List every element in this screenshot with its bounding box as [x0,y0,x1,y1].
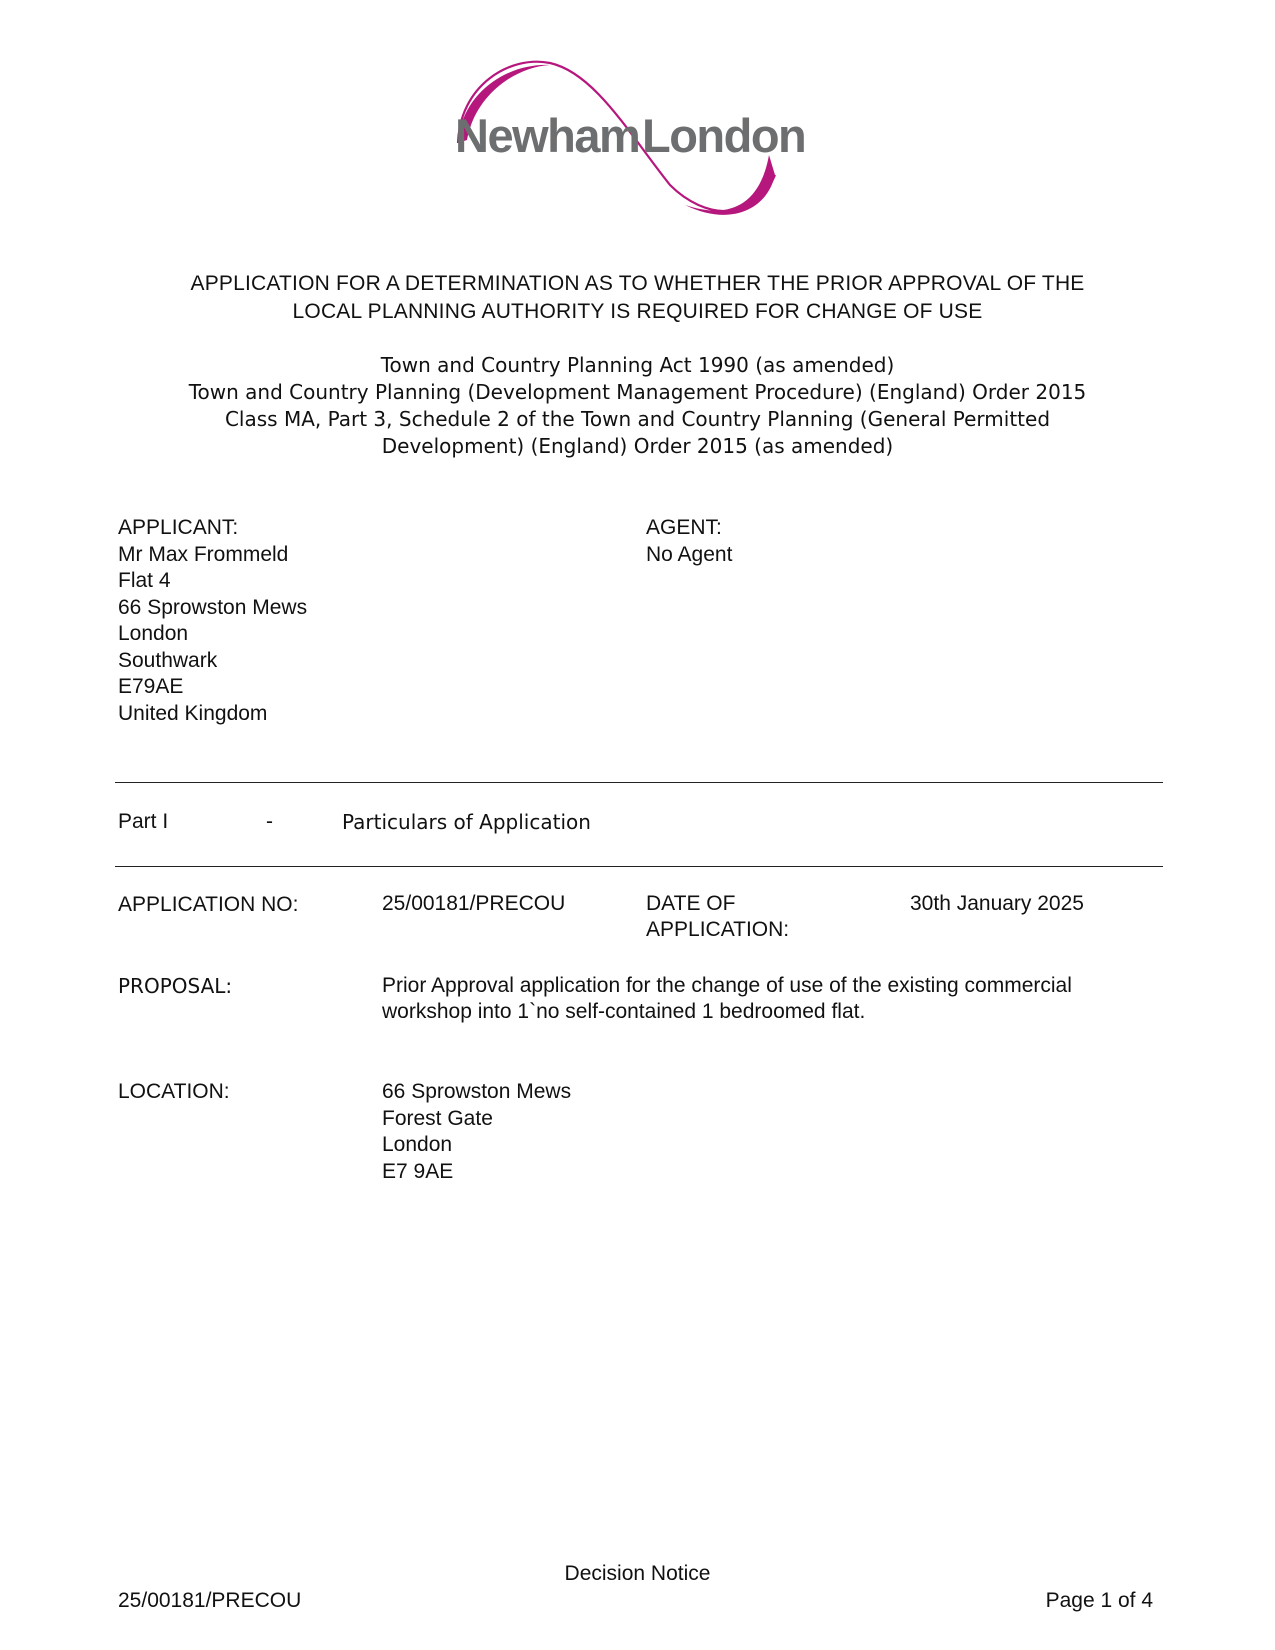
location-label: LOCATION: [118,1080,230,1103]
logo-text-london: London [642,109,806,162]
application-no-value: 25/00181/PRECOU [382,892,566,915]
agent-heading: AGENT: [646,516,722,539]
agent-block [646,515,732,568]
location-line: Forest Gate [382,1106,493,1130]
logo-swoosh-icon [455,55,825,225]
legislation-line: Development) (England) Order 2015 (as amended) [381,434,894,458]
part-title: Particulars of Application [342,810,591,834]
part-dash: - [266,810,273,833]
proposal-label: PROPOSAL: [118,974,233,998]
logo-text-newham: Newham [455,109,640,162]
proposal-line-1: Prior Approval application for the change of use of the existing commercial [382,974,1072,997]
applicant-line: E79AE [118,675,184,698]
applicant-heading: APPLICANT: [118,516,239,539]
applicant-block [118,515,307,727]
date-label [646,891,789,943]
agent-value: No Agent [646,542,733,566]
legislation-line: Town and Country Planning (Development Management Procedure) (England) Order 2015 [188,380,1087,404]
applicant-line: Flat 4 [118,569,171,592]
title-line-1: APPLICATION FOR A DETERMINATION AS TO WHETHER THE PRIOR APPROVAL OF THE [190,272,1085,295]
applicant-line: Southwark [118,648,218,672]
proposal-line-2: workshop into 1`no self-contained 1 bedroomed flat. [382,1000,866,1023]
footer-page-number: Page 1 of 4 [1045,1589,1153,1612]
document-title [100,270,1175,326]
location-block [382,1079,571,1185]
footer-left: 25/00181/PRECOU [118,1589,302,1612]
date-value: 30th January 2025 [910,892,1084,915]
legislation-line: Class MA, Part 3, Schedule 2 of the Town and Country Planning (General Permitted [224,407,1051,431]
date-label-line-2: APPLICATION: [646,918,790,941]
applicant-line: 66 Sprowston Mews [118,595,308,619]
applicant-line: Mr Max Frommeld [118,542,289,566]
applicant-line: United Kingdom [118,701,268,725]
legislation-line: Town and Country Planning Act 1990 (as amended) [380,353,895,377]
location-line: London [382,1133,453,1156]
part-label: Part I [118,810,169,833]
location-line: E7 9AE [382,1159,454,1183]
location-line: 66 Sprowston Mews [382,1080,572,1103]
date-label-line-1: DATE OF [646,892,736,915]
proposal-text [382,973,1072,1025]
application-no-label: APPLICATION NO: [118,893,299,916]
title-line-2: LOCAL PLANNING AUTHORITY IS REQUIRED FOR CHANGE OF USE [292,300,983,323]
applicant-line: London [118,622,189,645]
footer-center: Decision Notice [564,1562,711,1585]
divider-bottom [115,866,1163,867]
newham-london-logo [455,55,825,225]
divider-top [115,782,1163,783]
legislation-block [100,352,1175,460]
